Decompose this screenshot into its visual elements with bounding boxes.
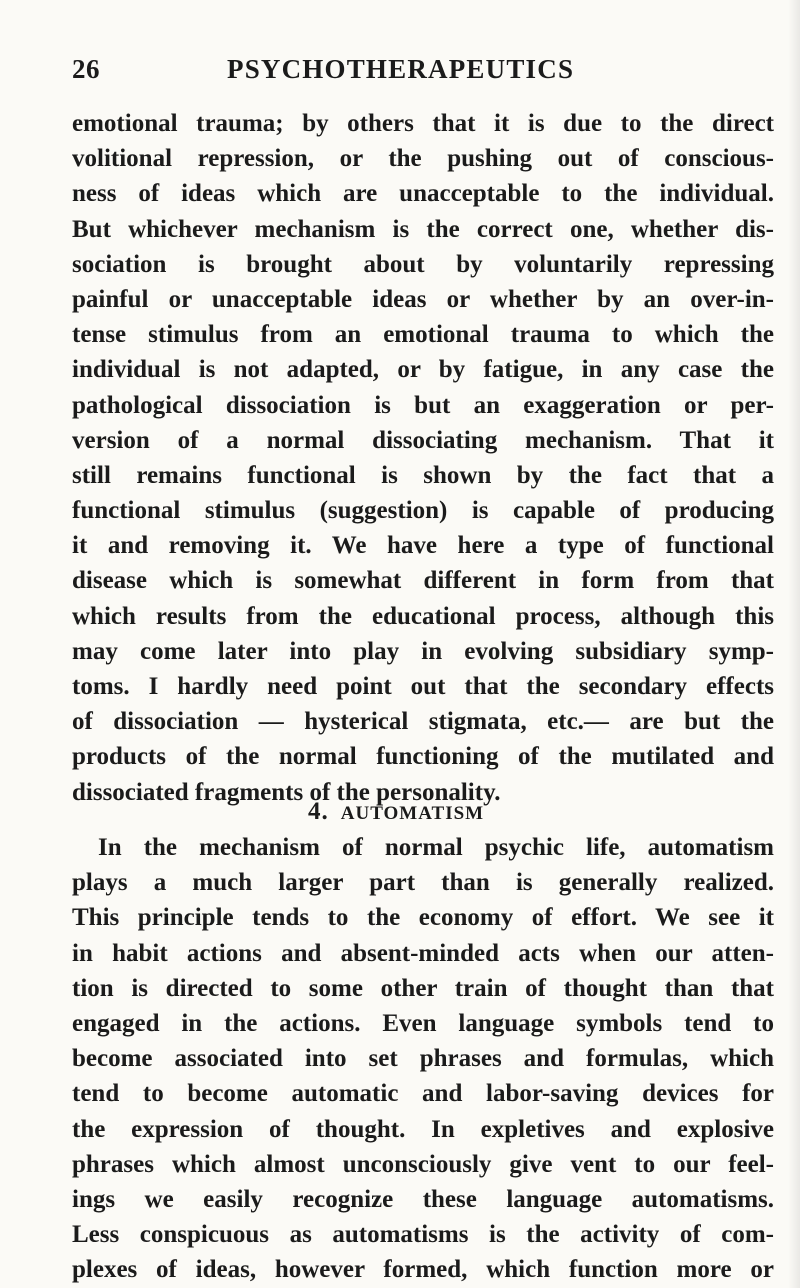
text-line: functional stimulus (suggestion) is capable of producing — [72, 497, 774, 525]
text-line: disease which is somewhat different in form from that — [72, 567, 774, 595]
text-line: This principle tends to the economy of effort. We see it — [72, 904, 774, 932]
paragraph-continued — [72, 106, 774, 810]
text-line: plays a much larger part than is generally realized. — [72, 869, 774, 897]
text-line: ness of ideas which are unacceptable to the individual. — [72, 180, 774, 208]
page-header — [72, 54, 772, 90]
page-number: 26 — [72, 54, 100, 84]
section-heading — [308, 798, 484, 826]
text-line: emotional trauma; by others that it is due to the direct — [72, 110, 774, 137]
text-line: become associated into set phrases and formulas, which — [72, 1045, 774, 1073]
text-line: plexes of ideas, however formed, which function more or — [72, 1256, 774, 1284]
text-line: which results from the educational process, although this — [72, 602, 774, 630]
paragraph-automatism — [72, 830, 774, 1287]
text-line: tend to become automatic and labor-saving devices for — [72, 1080, 774, 1108]
text-line: tense stimulus from an emotional trauma to which the — [72, 321, 774, 349]
text-line: may come later into play in evolving subsidiary symp- — [72, 637, 774, 665]
text-line: In the mechanism of normal psychic life, automatism — [98, 834, 774, 861]
text-line: still remains functional is shown by the fact that a — [72, 461, 774, 489]
text-line: toms. I hardly need point out that the secondary effects — [72, 673, 774, 700]
text-line: phrases which almost unconsciously give vent to our feel- — [72, 1150, 774, 1178]
text-line: version of a normal dissociating mechanism. That it — [72, 426, 774, 454]
text-line: volitional repression, or the pushing out of conscious- — [72, 145, 774, 173]
text-line: the expression of thought. In expletives and explosive — [72, 1115, 774, 1143]
text-line: of dissociation — hysterical stigmata, etc.— are but the — [72, 708, 774, 736]
text-line: in habit actions and absent-minded acts when our atten- — [72, 939, 774, 967]
text-line: sociation is brought about by voluntarily repressing — [72, 250, 774, 278]
page-edge-shadow — [788, 0, 800, 1288]
text-line: dissociated fragments of the personality. — [72, 778, 501, 806]
section-title: AUTOMATISM — [340, 803, 485, 824]
section-number: 4. — [308, 798, 329, 825]
text-line: Less conspicuous as automatisms is the activity of com- — [72, 1221, 774, 1249]
text-line: individual is not adapted, or by fatigue, in any case the — [72, 356, 774, 384]
text-line: pathological dissociation is but an exaggeration or per- — [72, 391, 774, 419]
text-line: tion is directed to some other train of thought than that — [72, 974, 774, 1002]
text-line: But whichever mechanism is the correct one, whether dis- — [72, 215, 774, 243]
text-line: ings we easily recognize these language automatisms. — [72, 1185, 774, 1213]
running-head: PSYCHOTHERAPEUTICS — [227, 54, 575, 84]
text-line: products of the normal functioning of the mutilated and — [72, 743, 774, 771]
text-line: engaged in the actions. Even language symbols tend to — [72, 1009, 774, 1037]
text-line: it and removing it. We have here a type of functional — [72, 532, 774, 560]
text-line: painful or unacceptable ideas or whether by an over-in- — [72, 285, 774, 313]
